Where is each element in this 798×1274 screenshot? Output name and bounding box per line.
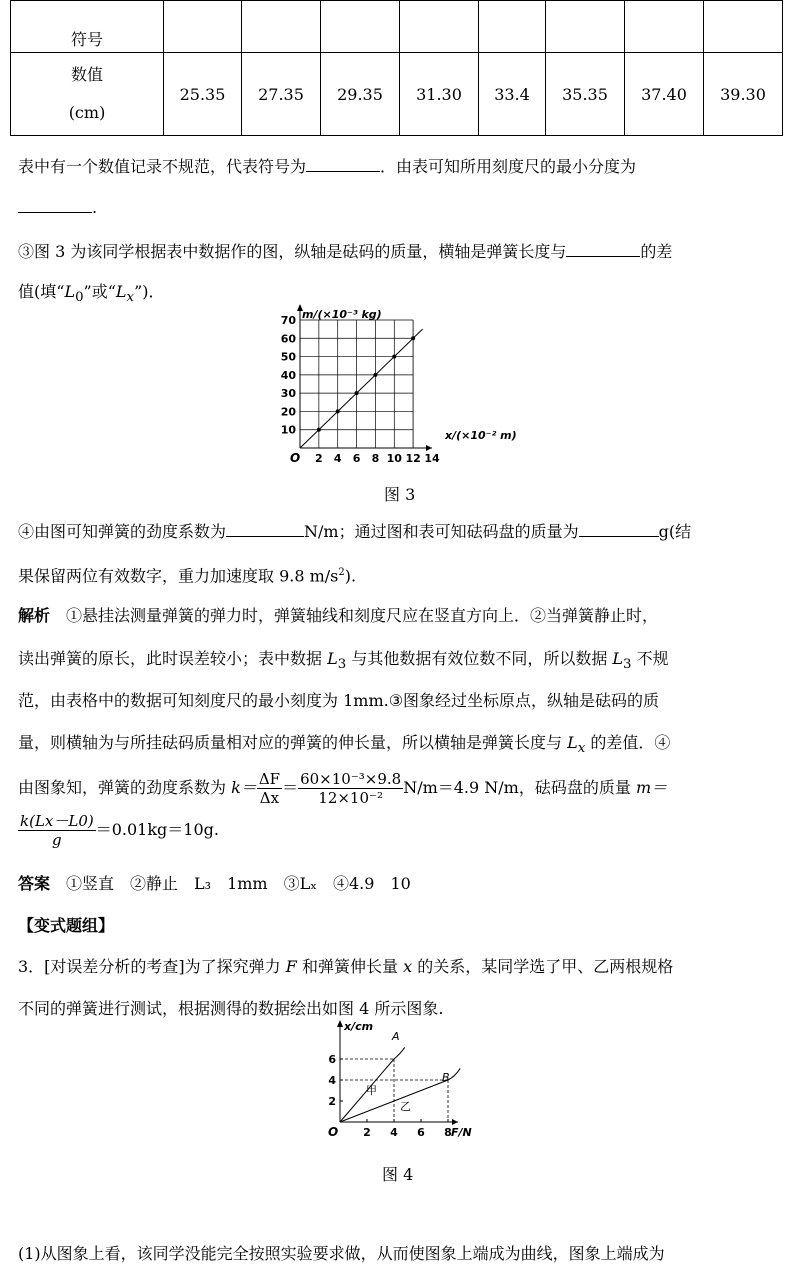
q3-next-line-2 (18, 999, 443, 1019)
fig3-x-label: x/(×10⁻² m) (445, 429, 517, 442)
fig4-x-tick: 8 (444, 1126, 452, 1139)
answer-blank[interactable] (306, 156, 380, 172)
fig3-x-tick: 8 (371, 452, 380, 465)
fig3-data-point (392, 355, 396, 359)
analysis-line-5 (18, 766, 667, 810)
table-cell-value: 31.30 (400, 53, 479, 136)
figure-4-chart (318, 1018, 488, 1146)
analysis-text-2c: 不规 (636, 649, 669, 668)
analysis-text-3: 范，由表格中的数据可知刻度尺的最小刻度为 1mm.③图象经过坐标原点，纵轴是砝码的质 (18, 691, 660, 710)
q-last-line: (1)从图象上看，该同学没能完全按照实验要求做，从而使图象上端成为曲线，图象上端成为 (18, 1244, 665, 1263)
analysis-line-3 (18, 691, 659, 711)
answer-blank[interactable] (226, 521, 304, 537)
analysis-text-5a: 由图象知，弹簧的劲度系数为 (18, 778, 227, 797)
answer-line (18, 874, 411, 894)
table-cell (242, 1, 321, 53)
equals-sign: ＝ (282, 778, 299, 797)
q4-sup: 2 (338, 567, 345, 578)
fig4-point-A-label: A (392, 1030, 400, 1043)
fig3-y-tick: 20 (280, 405, 296, 419)
fig3-y-tick: 30 (280, 387, 296, 401)
q3-text-b: 的差 (640, 242, 673, 261)
symbol-Lx: L (115, 282, 127, 301)
analysis-text-4a: 量，则横轴为与所挂砝码质量相对应的弹簧的伸长量，所以横轴是弹簧长度与 (18, 733, 563, 752)
symbol-L3-sub: 3 (623, 657, 632, 673)
fig3-data-point (373, 373, 377, 377)
fig4-point-B-label: B (442, 1071, 450, 1084)
symbol-Lx-sub: x (577, 741, 586, 757)
answer-label: 答案 (18, 874, 51, 893)
q-next-text-b: 和弹簧伸长量 (301, 957, 398, 976)
table-cell (400, 1, 479, 53)
analysis-text-4b: 的差值．④ (590, 733, 671, 752)
analysis-line-6 (18, 808, 219, 852)
fraction-numerator: ΔF (258, 770, 281, 788)
fig3-y-tick: 50 (280, 350, 296, 364)
table-cell-symbol-label: 符号 (11, 1, 164, 53)
formula-m: m＝ (635, 778, 668, 797)
q3-text-a: ③图 3 为该同学根据表中数据作的图，纵轴是砝码的质量，横轴是弹簧长度与 (18, 242, 567, 261)
value-label-top: 数值 (70, 65, 103, 84)
symbol-Lx-sub: x (126, 290, 135, 306)
symbol-x: x (403, 957, 413, 976)
table-cell-value: 37.40 (625, 53, 704, 136)
fig4-label-yi: 乙 (400, 1100, 411, 1113)
fig3-y-tick: 70 (280, 314, 296, 327)
fig4-y-tick: 2 (328, 1095, 336, 1108)
fig3-x-tick: 6 (352, 452, 361, 465)
table-cell-value: 29.35 (321, 53, 400, 136)
fig3-data-point (411, 336, 415, 340)
q2-text-end: . (92, 198, 98, 217)
symbol-F: F (285, 957, 297, 976)
fig3-y-tick: 60 (280, 332, 296, 346)
fraction-values (298, 770, 403, 807)
analysis-text-5b: N/m＝4.9 N/m，砝码盘的质量 (403, 778, 631, 797)
symbol-L3: L (327, 649, 338, 668)
q2-line-1 (18, 156, 636, 177)
table-cell (321, 1, 400, 53)
q4-text-e: ). (344, 566, 357, 586)
fig3-y-tick: 40 (280, 368, 296, 382)
analysis-text-6b: ＝0.01kg＝10g. (95, 820, 219, 839)
analysis-label: 解析 (18, 606, 51, 625)
fig3-y-label: m/(×10⁻³ kg) (302, 308, 382, 321)
fig3-x-tick: 4 (333, 452, 342, 465)
fraction-denominator: g (52, 831, 62, 849)
answer-blank[interactable] (18, 197, 92, 213)
fig4-x-tick: 2 (363, 1126, 371, 1139)
fig4-origin: O (328, 1125, 339, 1139)
fraction-mass (18, 812, 96, 849)
fig4-y-arrow (337, 1020, 343, 1027)
fig3-data-point (317, 428, 321, 432)
q-next-text-2: 不同的弹簧进行测试，根据测得的数据绘出如图 4 所示图象. (18, 999, 444, 1018)
table-cell-value: 33.4 (479, 53, 546, 136)
answer-blank[interactable] (566, 241, 640, 257)
answer-blank[interactable] (579, 521, 659, 537)
table-cell (164, 1, 242, 53)
symbol-L0-sub: 0 (75, 290, 84, 306)
table-row-symbol (11, 1, 783, 53)
q3-next-line-1 (18, 957, 673, 977)
analysis-line-1 (18, 606, 658, 626)
q2-line-2 (18, 197, 97, 218)
fig4-x-tick: 6 (417, 1126, 425, 1139)
symbol-L3-sub: 3 (337, 657, 347, 673)
fig4-y-label: x/cm (344, 1020, 374, 1033)
fig3-x-arrow (426, 445, 432, 451)
fig4-x-arrow (452, 1119, 458, 1125)
fraction-numerator: k(Lx－L0) (20, 812, 94, 830)
section-title: 【变式题组】 (18, 916, 115, 935)
analysis-line-2 (18, 649, 669, 675)
q-next-text-a: 3．[对误差分析的考查]为了探究弹力 (18, 957, 281, 976)
q-next-text-c: 的关系，某同学选了甲、乙两根规格 (417, 957, 674, 976)
fig4-x-tick: 4 (390, 1126, 398, 1139)
fraction-dF-dx (257, 770, 282, 807)
fig3-x-tick: 14 (424, 452, 440, 465)
fig3-x-tick: 2 (315, 452, 323, 465)
table-cell-value: 27.35 (242, 53, 321, 136)
q4-line-2 (18, 563, 356, 586)
q3-text-c: 值(填“ (18, 282, 65, 301)
fig4-y-tick: 6 (328, 1053, 336, 1066)
fig4-x-label: F/N (451, 1126, 472, 1139)
fig3-y-tick: 10 (280, 423, 296, 437)
symbol-L3: L (612, 649, 624, 668)
table-cell (546, 1, 625, 53)
table-cell (625, 1, 704, 53)
figure-3-chart (270, 300, 530, 465)
q2-text-b: ．由表可知所用刻度尺的最小分度为 (380, 157, 637, 176)
fig3-caption: 图 3 (384, 485, 416, 504)
q2-text-a: 表中有一个数值记录不规范，代表符号为 (18, 157, 307, 176)
fig4-y-tick: 4 (328, 1074, 336, 1087)
analysis-text-2b: 与其他数据有效位数不同，所以数据 (351, 649, 608, 668)
table-cell-value: 25.35 (164, 53, 242, 136)
table-cell-value-label (11, 53, 164, 136)
q4-text-c: g(结 (658, 522, 692, 541)
q4-text-b: N/m；通过图和表可知砝码盘的质量为 (304, 522, 579, 541)
fig3-grid (300, 320, 413, 448)
fraction-denominator: Δx (259, 789, 280, 807)
answer-text: ①竖直 ②静止 L₃ 1mm ③Lₓ ④4.9 10 (66, 874, 411, 893)
value-label-unit: (cm) (68, 103, 106, 122)
symbol-L0: L (64, 282, 76, 301)
fraction-denominator: 12×10⁻² (318, 789, 383, 807)
q3-text-e: ”)． (134, 282, 165, 301)
table-cell (479, 1, 546, 53)
analysis-line-4 (18, 733, 670, 759)
analysis-text-1: ①悬挂法测量弹簧的弹力时，弹簧轴线和刻度尺应在竖直方向上．②当弹簧静止时， (66, 606, 659, 625)
q4-text-d: 果保留两位有效数字，重力加速度取 9.8 m/s (18, 566, 339, 586)
q3-line-1 (18, 241, 672, 262)
data-table (10, 0, 783, 136)
formula-k: k＝ (231, 778, 257, 797)
table-cell-value: 39.30 (704, 53, 783, 136)
fraction-numerator: 60×10⁻³×9.8 (300, 770, 402, 788)
fig4-label-jia: 甲 (366, 1084, 377, 1097)
analysis-text-2a: 读出弹簧的原长，此时误差较小；表中数据 (18, 649, 323, 668)
fig3-origin: O (290, 451, 301, 465)
table-cell-value: 35.35 (546, 53, 625, 136)
q4-text-a: ④由图可知弹簧的劲度系数为 (18, 522, 227, 541)
q3-text-d: ”或“ (83, 282, 116, 301)
table-row-value (11, 53, 783, 136)
q4-line-1 (18, 521, 691, 542)
fig3-x-tick: 10 (386, 452, 402, 465)
table-cell (704, 1, 783, 53)
symbol-Lx: L (567, 733, 578, 752)
q3-line-2 (18, 282, 165, 308)
fig4-caption: 图 4 (382, 1165, 414, 1184)
fig3-data-point (355, 391, 359, 395)
fig3-x-tick: 12 (405, 452, 421, 465)
fig3-data-point (336, 409, 340, 413)
